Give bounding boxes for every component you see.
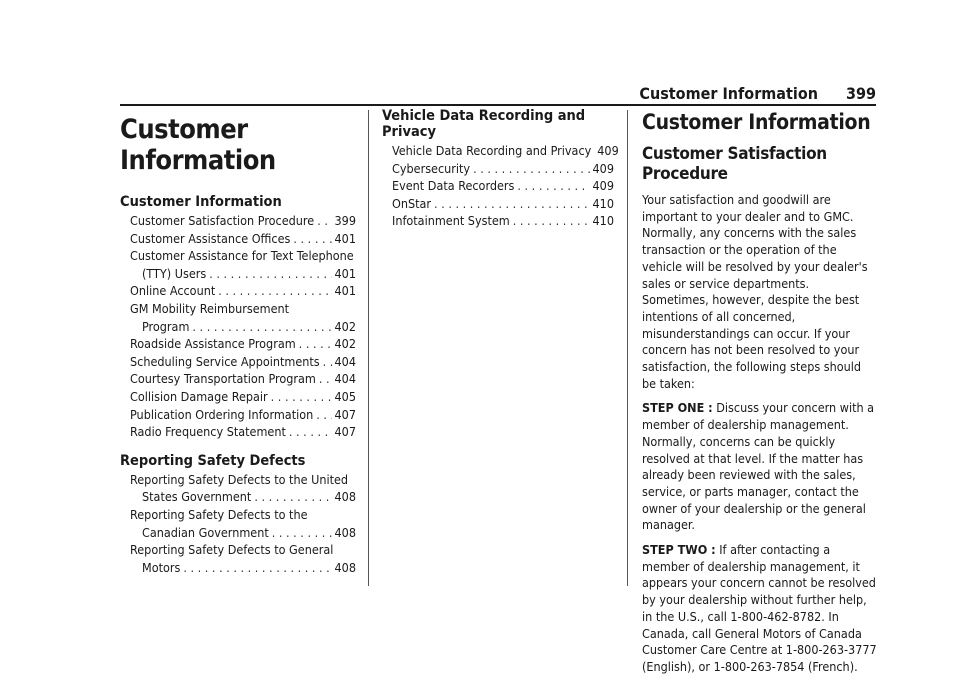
toc-entry-text: Customer Assistance for Text Telephone [130,248,354,264]
toc-entry-text: Reporting Safety Defects to the United [130,471,349,487]
toc-page-number: 408 [334,489,356,505]
column-divider [627,110,628,586]
toc-page-number: 404 [334,371,356,387]
toc-entry-line [120,300,356,318]
toc-entry[interactable] [382,142,619,160]
column-divider [368,110,369,586]
toc-leader-dots [323,353,332,371]
intro-paragraph: Your satisfaction and goodwill are important to your dealer and to GMC. Normally, any concerns with the sales transaction or the operation of the vehicle will be resolved by your dealer's sales or service departments. Sometimes, however, despite the best intentions of all concerned, misunderstandings can occur. If your concern has not been resolved to your satisfaction, the following steps should be taken: [642,192,868,391]
toc-entry-text: Customer Assistance Offices [130,230,291,246]
toc-entry-line [120,370,356,388]
toc-entry[interactable] [120,423,356,441]
toc-entry-line [120,247,356,265]
step-two-paragraph [642,542,878,676]
toc-entry-text: Collision Damage Repair [130,388,268,404]
toc-sections [120,194,356,576]
running-header [120,82,876,104]
toc-entry[interactable] [120,335,356,353]
toc-entry-line [120,335,356,353]
toc-leader-dots [218,282,331,300]
header-section-title: Customer Information [639,83,818,103]
toc-leader-dots [317,212,331,230]
toc-entry[interactable] [382,177,614,195]
toc-entry[interactable] [120,388,356,406]
toc-entry-text: (TTY) Users [142,265,207,281]
toc-entry-line [382,212,614,230]
toc-leader-dots [513,212,590,230]
toc-section-heading: Reporting Safety Defects [120,452,306,469]
toc-entry-text: States Government [142,489,252,505]
toc-entry-text: Vehicle Data Recording and Privacy [392,143,592,158]
toc-page-number: 408 [334,559,356,575]
toc-leader-dots [517,177,589,195]
toc-entry[interactable] [120,406,356,424]
toc-entry[interactable] [382,212,614,230]
toc-page-number: 399 [334,213,356,228]
toc-entry-line [120,318,356,336]
toc-page-number: 401 [334,230,356,246]
toc-entry-line [120,282,356,300]
toc-entry[interactable] [120,353,356,371]
toc-page-number: 401 [334,283,356,299]
toc-page-number: 410 [592,213,614,229]
toc-entry-text: Scheduling Service Appointments [130,353,320,369]
content-column [642,108,878,684]
step-two-text: If after contacting a member of dealership management, it appears your concern cannot be resolved by your dealership without further help, in the U.S., call 1-800-462-8782. In Canada, call General Motors of Canada Customer Care Centre at 1-800-263-3777 (English), or 1-800-263-7854 (French). [642,542,877,674]
toc-entry-line [120,388,356,406]
toc-entry-text: Radio Frequency Statement [130,424,286,440]
toc-leader-dots [272,524,332,542]
toc-entry-line [120,230,356,248]
section-title: Customer Information [642,110,871,134]
step-one-paragraph [642,400,878,534]
subsection-title: Customer Satisfaction Procedure [642,144,827,184]
step-one-label: STEP ONE : [642,400,713,416]
toc-leader-dots [434,195,589,213]
chapter-title: Customer Information [120,114,276,176]
toc-entry[interactable] [120,541,356,576]
toc-leader-dots [289,423,332,441]
toc-leader-dots [319,370,332,388]
toc-entry[interactable] [120,471,356,506]
step-two-label: STEP TWO : [642,542,716,558]
toc-entry-line [382,195,614,213]
toc-entry-text: Reporting Safety Defects to the [130,506,308,522]
toc-page-number: 409 [592,178,614,194]
toc-entry-line [120,423,356,441]
toc-entry[interactable] [120,300,356,335]
toc-entry-text: Publication Ordering Information [130,406,314,422]
toc-page-number: 404 [334,353,356,369]
toc-entry-line [382,142,619,160]
step-one-text: Discuss your concern with a member of dealership management. Normally, concerns can be quickly resolved at that level. If the matter has already been reviewed with the sales, service, or parts manager, contact the owner of your dealership or the general manager. [642,400,875,533]
toc-entry-text: Roadside Assistance Program [130,336,296,352]
toc-list [382,142,619,230]
toc-entry-text: Event Data Recorders [392,178,515,194]
toc-entry[interactable] [382,195,614,213]
toc-entry-line [120,506,356,524]
toc-entry-line [120,541,356,559]
toc-page-number: 407 [334,424,356,440]
toc-entry[interactable] [120,370,356,388]
toc-leader-dots [209,265,331,283]
toc-entry-line [120,488,356,506]
toc-entry-line [120,265,356,283]
toc-section-heading: Vehicle Data Recording and Privacy [382,108,586,140]
toc-entry-line [120,524,356,542]
toc-leader-dots [271,388,332,406]
toc-page-number: 407 [334,406,356,422]
toc-leader-dots [183,559,331,577]
toc-entry-text: Cybersecurity [392,160,471,176]
toc-entry[interactable] [120,212,356,230]
toc-page-number: 402 [334,318,356,334]
toc-entry-line [120,353,356,371]
toc-page-number: 409 [592,160,614,176]
toc-entry-text: Motors [142,559,181,575]
toc-entry-text: Reporting Safety Defects to General [130,542,334,558]
toc-leader-dots [316,406,331,424]
toc-list [120,471,356,577]
toc-page-number: 401 [334,265,356,281]
toc-entry-text: Online Account [130,283,216,299]
page-number: 399 [845,83,876,103]
toc-leader-dots [299,335,332,353]
toc-entry-text: Courtesy Transportation Program [130,371,316,387]
toc-page-number: 408 [334,524,356,540]
toc-page-number: 402 [334,336,356,352]
toc-entry-line [382,177,614,195]
toc-entry-text: Canadian Government [142,524,269,540]
toc-page-number: 405 [334,388,356,404]
toc-entry-line [120,471,356,489]
toc-column-1 [120,108,356,588]
toc-entry-line [120,212,356,230]
toc-leader-dots [293,230,331,248]
toc-entry-text: GM Mobility Reimbursement [130,300,290,316]
toc-entry-text: Infotainment System [392,213,510,229]
toc-column-2 [382,108,619,242]
toc-entry-text: Customer Satisfaction Procedure [130,213,315,228]
toc-entry-line [120,559,356,577]
toc-entry-line [382,160,614,178]
toc-entry[interactable] [120,506,356,541]
toc-section-heading: Customer Information [120,194,282,210]
toc-entry-text: OnStar [392,195,432,211]
toc-leader-dots [473,160,589,178]
toc-leader-dots [254,488,331,506]
toc-page-number: 410 [592,195,614,211]
header-rule [120,104,876,106]
toc-entry-text: Program [142,318,190,334]
toc-entry[interactable] [120,230,356,248]
toc-entry[interactable] [120,247,356,282]
toc-entry-line [120,406,356,424]
toc-entry[interactable] [120,282,356,300]
toc-page-number: 409 [597,143,619,158]
toc-list [120,212,356,441]
toc-entry[interactable] [382,160,614,178]
toc-leader-dots [192,318,331,336]
